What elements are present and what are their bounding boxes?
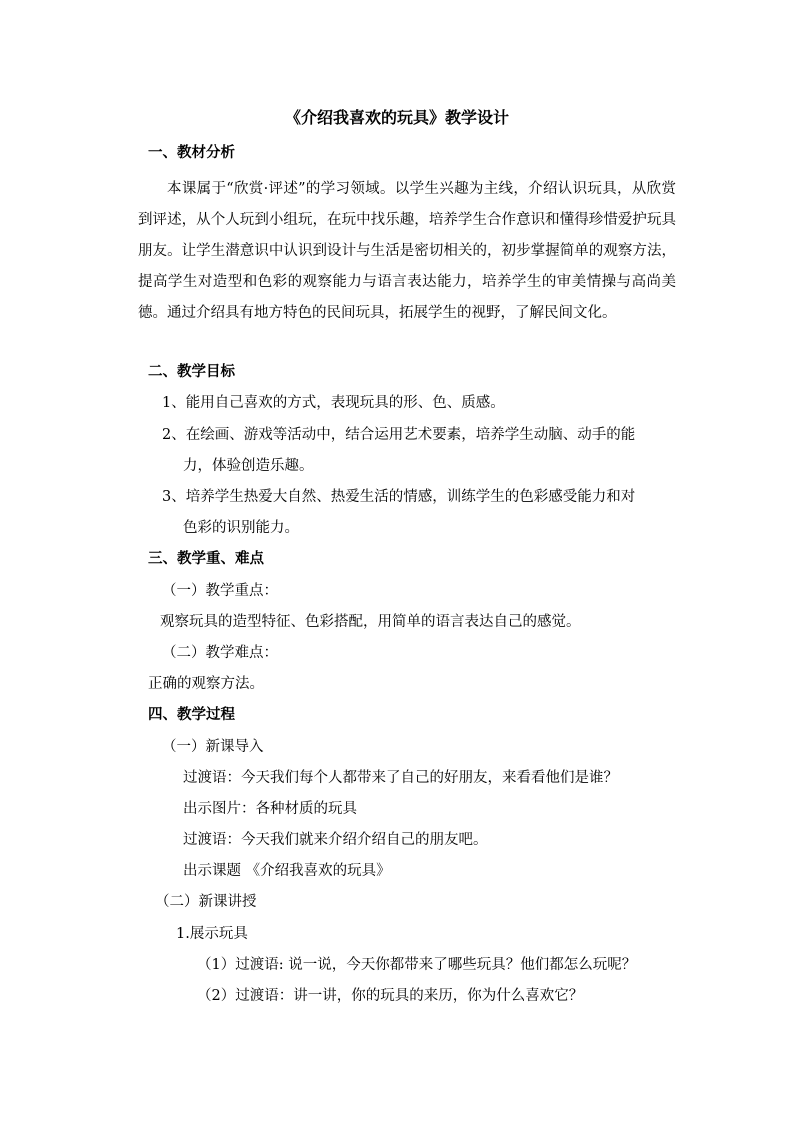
introduction-line-3: 过渡语：今天我们就来介绍介绍自己的朋友吧。	[183, 832, 488, 848]
part-introduction-label: （一）新课导入	[162, 739, 264, 755]
show-toys-item-2: （2）过渡语：讲一讲，你的玩具的来历，你为什么喜欢它？	[197, 988, 584, 1004]
textbook-analysis-paragraph: 本课属于“欣赏·评述”的学习领域。以学生兴趣为主线，介绍认识玩具，从欣赏到评述，从个人玩到小组玩，在玩中找乐趣，培养学生合作意识和懂得珍惜爱护玩具朋友。让学生潜意识中认识到设计与生活是密切相关的，初步掌握简单的观察方法，提高学生对造型和色彩的观察能力与语言表达能力，培养学生的审美情操与高尚美德。通过介绍具有地方特色的民间玩具，拓展学生的视野，了解民间文化。	[138, 181, 676, 321]
introduction-line-2: 出示图片：各种材质的玩具	[183, 801, 357, 817]
section-heading-textbook-analysis: 一、教材分析	[148, 144, 235, 161]
key-point-text: 观察玩具的造型特征、色彩搭配，用简单的语言表达自己的感觉。	[160, 614, 581, 630]
difficulty-label: （二）教学难点：	[162, 645, 278, 661]
key-point-label: （一）教学重点：	[162, 583, 278, 599]
teaching-goal-2-line-2: 力，体验创造乐趣。	[183, 458, 314, 474]
teaching-goal-3-line-1: 3、培养学生热爱大自然、热爱生活的情感，训练学生的色彩感受能力和对	[162, 489, 636, 505]
introduction-line-1: 过渡语：今天我们每个人都带来了自己的好朋友，来看看他们是谁？	[183, 770, 618, 786]
teaching-goal-2-line-1: 2、在绘画、游戏等活动中，结合运用艺术要素，培养学生动脑、动手的能	[162, 427, 636, 443]
section-heading-key-points: 三、教学重、难点	[148, 550, 264, 567]
section-heading-teaching-goals: 二、教学目标	[148, 363, 235, 380]
part-new-lesson-label: （二）新课讲授	[155, 894, 257, 910]
document-title: 《介绍我喜欢的玩具》教学设计	[284, 108, 509, 127]
teaching-goal-1: 1、能用自己喜欢的方式，表现玩具的形、色、质感。	[162, 395, 505, 411]
section-heading-teaching-process: 四、教学过程	[148, 706, 235, 723]
step-show-toys-label: 1.展示玩具	[176, 926, 248, 942]
difficulty-text: 正确的观察方法。	[148, 676, 264, 692]
teaching-goal-3-line-2: 色彩的识别能力。	[183, 520, 299, 536]
introduction-line-4: 出示课题 《介绍我喜欢的玩具》	[183, 863, 391, 879]
show-toys-item-1: （1）过渡语: 说一说，今天你都带来了哪些玩具？他们都怎么玩呢？	[197, 957, 637, 973]
